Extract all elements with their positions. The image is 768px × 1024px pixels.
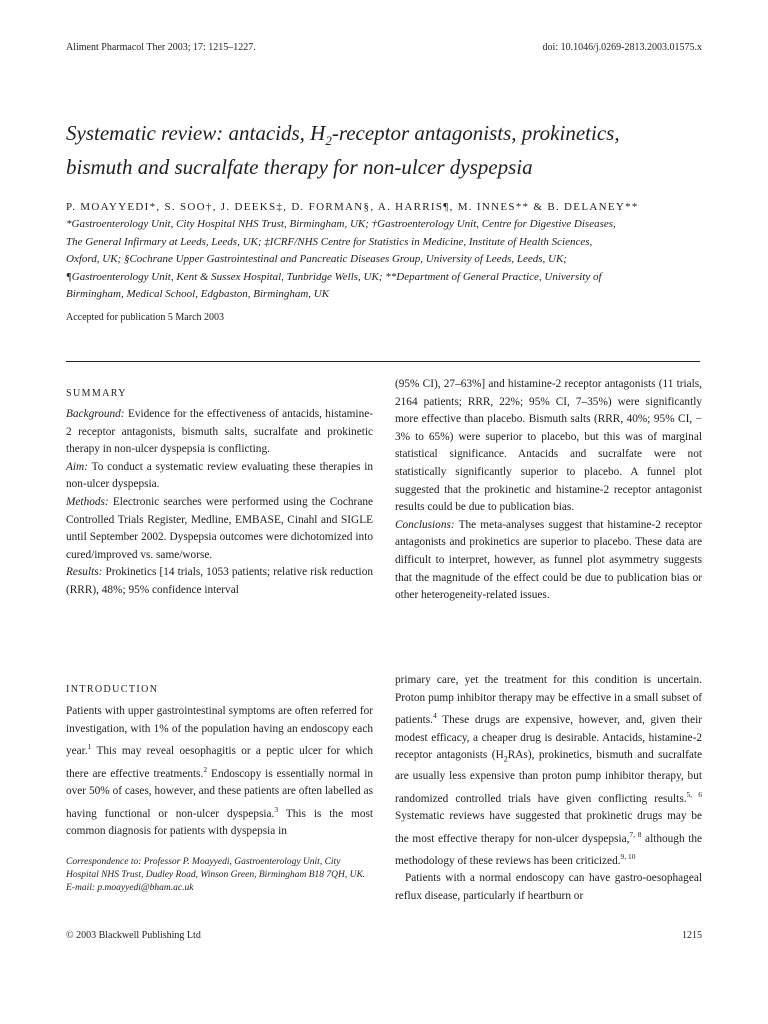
affiliation-line: *Gastroenterology Unit, City Hospital NHS Trust, Birmingham, UK; †Gastroenterology Unit, Centre for Digestive Diseases, [66, 218, 616, 230]
background-label: Background: [66, 408, 125, 420]
summary-background [66, 406, 373, 459]
accepted-date: Accepted for publication 5 March 2003 [66, 312, 225, 323]
correspondence-email: E-mail: p.moayyedi@bham.ac.uk [66, 883, 194, 894]
results-label: Results: [66, 566, 103, 579]
summary-right-column [395, 376, 702, 605]
summary-aim [66, 459, 373, 494]
correspondence-note [66, 856, 373, 896]
affiliation-line: ¶Gastroenterology Unit, Kent & Sussex Hospital, Tunbridge Wells, UK; **Department of General Practice, University of [66, 270, 602, 283]
introduction-paragraph-2: Patients with a normal endoscopy can have gastro-oesophageal reflux disease, particularly if heartburn or [395, 872, 702, 902]
affiliation-line: Birmingham, Medical School, Edgbaston, Birmingham, UK [66, 288, 330, 300]
correspondence-address: Correspondence to: Professor P. Moayyedi, Gastroenterology Unit, City Hospital NHS Trust, Dudley Road, Winson Green, Birmingham B18 7QH, UK. [66, 857, 366, 881]
author-list: P. MOAYYEDI*, S. SOO†, J. DEEKS‡, D. FORMAN§, A. HARRIS¶, M. INNES** & B. DELANEY** [66, 201, 639, 213]
title-line-2: bismuth and sucralfate therapy for non-ulcer dyspepsia [66, 155, 533, 180]
summary-heading: SUMMARY [66, 388, 127, 399]
section-divider [66, 361, 700, 362]
conclusions-text: The meta-analyses suggest that histamine-2 receptor antagonists and prokinetics are superior to placebo. These data are difficult to interpret, however, as funnel plot asymmetry suggests that the magnitude of the effect could be due to publication bias or other heterogeneity-related issues. [395, 518, 702, 602]
copyright-notice: © 2003 Blackwell Publishing Ltd [66, 930, 201, 941]
summary-body-right [395, 376, 702, 605]
journal-reference: Aliment Pharmacol Ther 2003; 17: 1215–1227. [66, 42, 256, 53]
intro-text: although the methodology of these reviews has been criticized. [395, 832, 702, 867]
summary-methods [66, 494, 373, 564]
introduction-heading: INTRODUCTION [66, 684, 159, 695]
summary-conclusions [395, 517, 702, 605]
title-subscript: 2 [325, 133, 332, 149]
article-title [66, 120, 706, 180]
summary-body-left [66, 406, 373, 600]
results-continued: (95% CI), 27–63%] and histamine-2 receptor antagonists (11 trials, 2164 patients; RRR, 22%; 95% CI, 7–35%) were significantly more effective than placebo. Bismuth salts (RRR, 40%; 95% CI, − 3% to 65%) were superior to placebo, but this was of marginal statistical significance. Antacids and sucralfate were not statistically significantly superior to placebo. A funnel plot suggested that the prokinetic and histamine-2 receptor antagonist results could be due to publication bias. [395, 378, 702, 514]
intro-text: primary care, yet the treatment for this condition is uncertain. Proton pump inhibitor therapy may be effective in a small subset of patients. [395, 674, 702, 726]
intro-text: Systematic reviews have suggested that prokinetic drugs may be the most effective therapy for non-ulcer dyspepsia, [395, 809, 702, 845]
summary-left-column [66, 388, 373, 600]
citation-ref: 3 [274, 804, 279, 814]
affiliations [66, 216, 716, 304]
citation-ref: 5, 6 [686, 789, 702, 799]
citation-ref: 2 [203, 764, 208, 774]
methods-text: Electronic searches were performed using the Cochrane Controlled Trials Register, Medline, EMBASE, Cinahl and SIGLE until September 2002. Dyspepsia outcomes were dichotomized into cured/improved vs. same/worse. [66, 495, 373, 561]
introduction-paragraph-1 [66, 703, 373, 840]
intro-text: This is the most common diagnosis for patients with dyspepsia in [66, 807, 373, 837]
subscript: 2 [503, 754, 508, 764]
background-text: Evidence for the effectiveness of antacids, histamine-2 receptor antagonists, bismuth salts, sucralfate and prokinetic therapy in non-ulcer dyspepsia is conflicting. [66, 408, 373, 456]
affiliation-line: The General Infirmary at Leeds, Leeds, UK; ‡ICRF/NHS Centre for Statistics in Medicine, Institute of Health Sciences, [66, 235, 593, 248]
intro-text: This may reveal oesophagitis or a peptic ulcer for which there are effective treatments. [66, 744, 373, 780]
citation-ref: 7, 8 [629, 829, 642, 839]
aim-label: Aim: [66, 460, 88, 473]
introduction-left-column [66, 684, 373, 840]
citation-ref: 9, 10 [620, 851, 636, 861]
introduction-paragraph-1-continued [395, 672, 702, 870]
page-number: 1215 [682, 930, 702, 941]
introduction-right-column [395, 672, 702, 905]
intro-text: Patients with upper gastrointestinal symptoms are often referred for investigation, with 1% of the population having an endoscopy each year. [66, 705, 373, 757]
intro-text: Endoscopy is essentially normal in over 50% of cases, however, and these patients are often labelled as having functional or non-ulcer dyspepsia. [66, 767, 373, 820]
doi-reference: doi: 10.1046/j.0269-2813.2003.01575.x [542, 42, 702, 53]
results-text: Prokinetics [14 trials, 1053 patients; relative risk reduction (RRR), 48%; 95% confidence interval [66, 566, 373, 596]
title-part-2: -receptor antagonists, prokinetics, [331, 121, 620, 145]
citation-ref: 1 [87, 742, 92, 752]
citation-ref: 4 [432, 711, 437, 721]
intro-text: These drugs are expensive, however, and, given their modest efficacy, a cheaper drug is desirable. Antacids, histamine-2 receptor antagonists (H [395, 713, 702, 762]
intro-text: RAs), prokinetics, bismuth and sucralfate are usually less expensive than proton pump inhibitor therapy, but randomized controlled trials have given conflicting results. [395, 749, 702, 805]
methods-label: Methods: [66, 495, 109, 508]
title-part-1: Systematic review: antacids, H [66, 121, 326, 145]
conclusions-label: Conclusions: [395, 518, 455, 531]
summary-results [66, 564, 373, 599]
affiliation-line: Oxford, UK; §Cochrane Upper Gastrointestinal and Pancreatic Diseases Group, University of Leeds, Leeds, UK; [66, 253, 567, 265]
aim-text: To conduct a systematic review evaluating these therapies in non-ulcer dyspepsia. [66, 460, 373, 491]
